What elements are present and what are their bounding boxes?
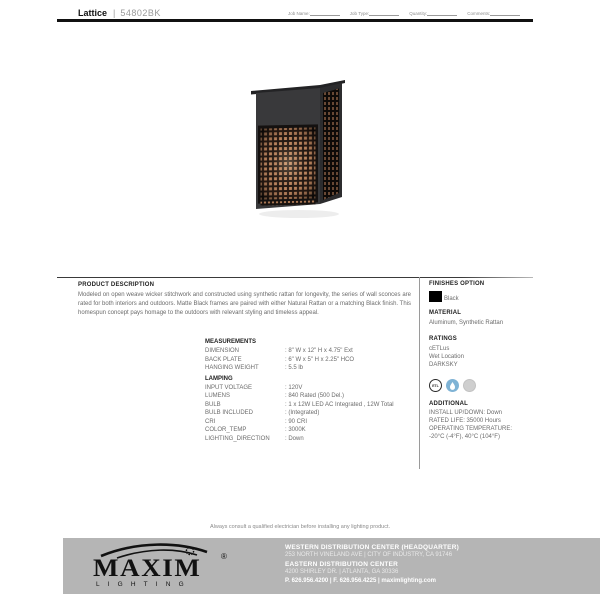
spec-value: : 1 x 12W LED AC Integrated , 12W Total <box>285 401 394 408</box>
spec-row-color-temp <box>205 426 415 435</box>
maxim-lighting-logo <box>83 543 248 594</box>
comments-blank-line <box>490 11 520 16</box>
eastern-center-address: 4200 SHIRLEY DR. | ATLANTA, GA 30336 <box>285 569 399 575</box>
job-name-field <box>288 11 340 16</box>
spec-value: : 3000K <box>285 427 306 434</box>
spec-row-input-voltage <box>205 384 415 393</box>
measurements-title: MEASUREMENTS <box>205 339 257 345</box>
spec-row-lumens <box>205 392 415 401</box>
job-fields <box>288 11 520 16</box>
spec-label: HANGING WEIGHT <box>205 365 259 372</box>
additional-rated-life: RATED LIFE: 35000 Hours <box>429 418 501 425</box>
wet-location-icon <box>446 379 459 392</box>
job-type-blank-line <box>369 11 399 16</box>
spec-label: BULB INCLUDED <box>205 410 254 417</box>
spec-row-bulb <box>205 401 415 410</box>
spec-label: DIMENSION <box>205 348 240 354</box>
quantity-blank-line <box>427 11 457 16</box>
finish-option-black <box>429 291 547 302</box>
eastern-center-title: EASTERN DISTRIBUTION CENTER <box>285 561 399 568</box>
footer-band <box>63 538 600 594</box>
spec-row-dimension <box>205 347 415 356</box>
spec-row-lighting-direction <box>205 435 415 444</box>
footer-contact-line: P. 626.956.4200 | F. 626.956.4225 | maximlighting.com <box>285 578 437 584</box>
western-center-title: WESTERN DISTRIBUTION CENTER (HEADQUARTER) <box>285 544 459 551</box>
finishes-title: FINISHES OPTION <box>429 281 485 287</box>
additional-install: INSTALL UP/DOWN: Down <box>429 410 503 417</box>
spec-row-cri <box>205 418 415 427</box>
product-description-body: Modeled on open weave wicker stitchwork and constructed using synthetic rattan for longevity, the series of wall sconces are rated for both interiors and outdoors. Matte Black frames are paired with either Natural Rattan or a matching Black finish. This homespun concept pays homage to the outdoors with relevant styling and timeless appeal. <box>78 292 411 316</box>
material-title: MATERIAL <box>429 310 462 316</box>
additional-operating-temp: OPERATING TEMPERATURE: <box>429 425 513 432</box>
additional-temp-range: -20°C (-4°F), 40°C (104°F) <box>429 433 500 440</box>
spec-row-back-plate <box>205 356 415 365</box>
additional-block <box>429 401 547 441</box>
product-description-title: PRODUCT DESCRIPTION <box>78 282 155 288</box>
product-photo-wall-sconce <box>243 76 358 221</box>
spec-label: COLOR_TEMP <box>205 427 247 434</box>
additional-title: ADDITIONAL <box>429 401 468 408</box>
rating-cetlus: cETLus <box>429 346 450 353</box>
job-type-field <box>350 11 399 16</box>
comments-label: Comments: <box>467 11 491 16</box>
spec-value: : Down <box>285 435 304 442</box>
rating-darksky: DARKSKY <box>429 362 458 369</box>
material-value: Aluminum, Synthetic Rattan <box>429 320 504 326</box>
spec-label: LUMENS <box>205 393 231 400</box>
ratings-title: RATINGS <box>429 336 457 343</box>
logo-brand-text: MAXIM <box>93 553 202 582</box>
job-type-label: Job Type: <box>349 11 370 16</box>
spec-label: BACK PLATE <box>205 356 242 363</box>
rating-wet-location: Wet Location <box>429 354 464 361</box>
certification-badges <box>429 379 547 392</box>
lamping-title: LAMPING <box>205 375 233 382</box>
specs-block <box>205 336 415 443</box>
etl-listed-icon: ETL <box>429 379 442 392</box>
spec-value: : 8" W x 12" H x 4.75" Ext <box>285 348 353 354</box>
spec-value: : (Integrated) <box>285 410 320 417</box>
comments-field <box>467 11 520 16</box>
job-name-label: Job Name: <box>288 11 310 16</box>
logo-sub-text: L I G H T I N G <box>96 581 187 588</box>
spec-label: INPUT VOLTAGE <box>205 384 253 391</box>
registered-mark: ® <box>221 552 227 561</box>
spec-value: : 120V <box>285 384 303 391</box>
title-separator: | <box>113 8 116 18</box>
spec-row-hanging-weight <box>205 364 415 373</box>
electrician-disclaimer: Always consult a qualified electrician before installing any lighting product. <box>209 524 391 530</box>
product-name: Lattice <box>78 8 108 18</box>
column-divider <box>419 277 420 469</box>
header-double-rule <box>57 19 533 22</box>
section-top-rule <box>57 277 533 278</box>
dark-sky-icon <box>463 379 476 392</box>
spec-label: BULB <box>205 401 221 408</box>
finish-name: Black <box>444 296 459 302</box>
spec-value: : 90 CRI <box>285 418 308 425</box>
job-name-blank-line <box>310 11 340 16</box>
spec-value: : 840 Rated (500 Del.) <box>285 393 345 400</box>
right-column <box>429 281 547 442</box>
spec-row-bulb-included <box>205 409 415 418</box>
black-finish-swatch <box>429 291 442 302</box>
quantity-label: Quantity: <box>409 11 428 16</box>
footer-addresses <box>285 544 459 584</box>
product-sku: 54802BK <box>119 8 187 20</box>
western-center-address: 253 NORTH VINELAND AVE | CITY OF INDUSTRY, CA 91746 <box>285 552 453 558</box>
spec-label: CRI <box>205 418 216 425</box>
quantity-field <box>409 11 457 16</box>
spec-value: : 5.5 lb <box>285 365 304 372</box>
spec-value: : 6" W x 5" H x 2.25" HCO <box>285 356 355 363</box>
spec-label: LIGHTING_DIRECTION <box>205 435 270 442</box>
